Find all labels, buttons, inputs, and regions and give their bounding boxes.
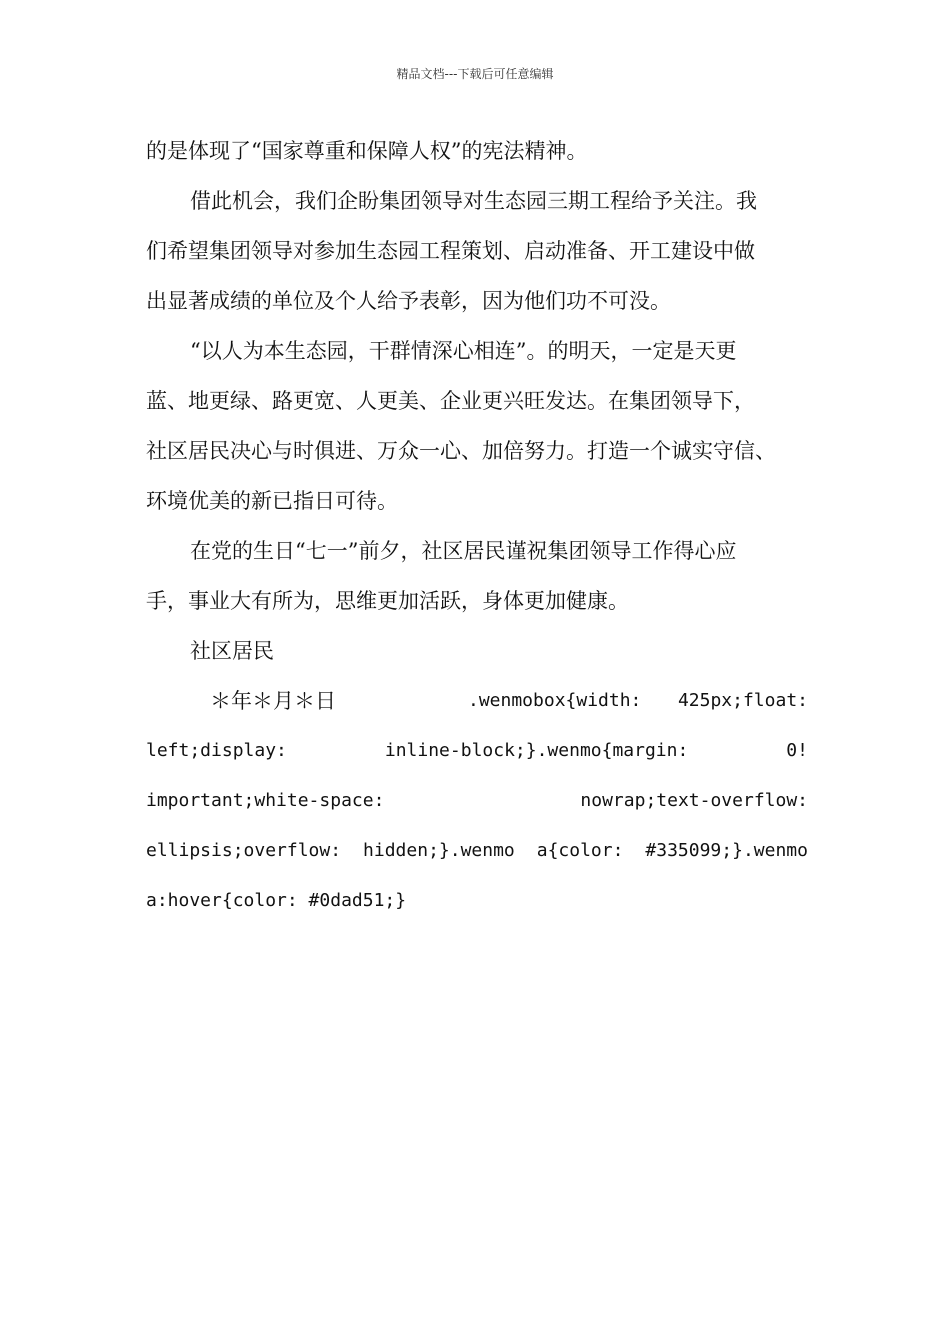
page-header: 精品文档---下载后可任意编辑 [396,67,554,81]
code-token: 425px;float: [677,690,808,711]
code-token: .wenmobox{width: [468,690,642,711]
paragraph-3-line-2: 蓝、地更绿、路更宽、人更美、企业更兴旺发达。在集团领导下， [146,389,755,413]
code-token: nowrap;text-overflow: [580,790,808,811]
paragraph-3-line-4: 环境优美的新已指日可待。 [146,489,398,513]
date: ＊年＊月＊日 [210,689,336,713]
code-token: left;display: [146,740,287,761]
code-token: a{color: [536,840,624,861]
paragraph-2-line-1: 借此机会，我们企盼集团领导对生态园三期工程给予关注。我 [190,189,757,213]
code-line-2 [146,726,808,776]
code-token: 0! [786,740,808,761]
date-code-line [146,676,808,726]
code-token: inline-block;}.wenmo{margin: [384,740,689,761]
paragraph-3-line-3: 社区居民决心与时俱进、万众一心、加倍努力。打造一个诚实守信、 [146,439,776,463]
paragraph-1-line-1: 的是体现了“国家尊重和保障人权”的宪法精神。 [146,139,588,163]
paragraph-3-line-1: “以人为本生态园，干群情深心相连”。的明天，一定是天更 [190,339,737,363]
paragraph-2-line-3: 出显著成绩的单位及个人给予表彰，因为他们功不可没。 [146,289,671,313]
paragraph-2-line-2: 们希望集团领导对参加生态园工程策划、启动准备、开工建设中做 [146,239,755,263]
code-token: hidden;}.wenmo [363,840,515,861]
signature: 社区居民 [190,639,274,663]
paragraph-4-line-1: 在党的生日“七一”前夕，社区居民谨祝集团领导工作得心应 [190,539,737,563]
document-body [146,126,808,926]
paragraph-4-line-2: 手，事业大有所为，思维更加活跃，身体更加健康。 [146,589,629,613]
code-line-5: a:hover{color: #0dad51;} [146,890,407,911]
code-token: ellipsis;overflow: [146,840,342,861]
code-token: #335099;}.wenmo [645,840,808,861]
code-line-3 [146,776,808,826]
code-line-4 [146,826,808,876]
code-token: important;white-space: [146,790,385,811]
code-line-1 [468,676,808,726]
